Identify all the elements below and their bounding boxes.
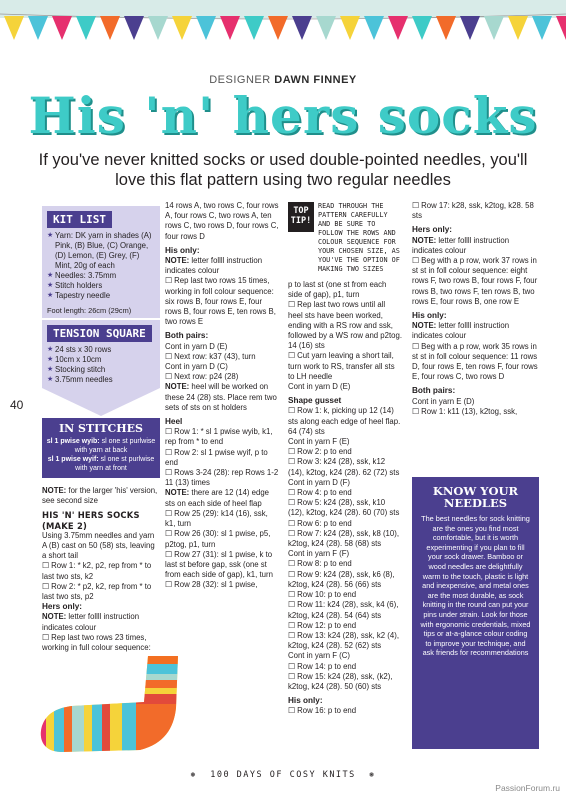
tension-item: ★ Stocking stitch [47,365,155,375]
bunting-flag [268,16,288,40]
bunting-flag [100,16,120,40]
top-tip-text: READ THROUGH THE PATTERN CAREFULLY AND BE SURE TO FOLLOW THE ROWS AND COLOUR SEQUENCE FOR YOUR CHOSEN SIZE, AS YOU'VE THE OPTION OF MAKING TWO SIZES [318,202,400,273]
abbr: sl 1 pwise wyif: [47,456,99,463]
kit-item: ★ Stitch holders [47,281,155,291]
bunting-flag [52,16,72,40]
kit-list-box [42,206,160,318]
bunting-flag [4,16,24,40]
bunting-flag [364,16,384,40]
snowflake-icon: ❅ [369,770,376,780]
bunting-flags [0,0,566,50]
snowflake-icon: ❅ [190,770,197,780]
section-heading: HIS 'N' HERS SOCKS (MAKE 2) [42,510,140,531]
bunting-flag [148,16,168,40]
watermark: PassionForum.ru [495,783,560,793]
know-your-needles-text: The best needles for sock knitting are the ones you find most comfortable, but it is worth experimenting if you plan to fill your sock drawer. Bamboo or wood needles are delightfully warm to the touch, plastic is light and inexpensive, and metal ones are the most durable, as sock knitting in the round can put your pins under strain. Look for those with ergonomic credentials, mixed tips or at-a-glance colour coding to improve your technique, and ask friends for recommendations [420,514,531,658]
section-heading: Shape gusset [288,396,342,406]
page-title: His 'n' hers socks [28,86,538,145]
column-4: ☐ Row 17: k28, ssk, k2tog, k28. 58 sts Hers only: NOTE: letter follll instruction indicates colour ☐ Beg with a p row, work 37 rows in st st in foll colour sequence: eight rows F, two rows B, four rows F, four rows B, two rows F, ten rows B, two rows E, four rows B, one row E His only: NOTE: letter follll instruction indicates colour ☐ Beg with a p row, work 35 rows in st st in foll colour sequence: 11 rows D, four rows E, ten rows F, four rows E, four rows C, two rows D Both pairs: Cont in yarn E (D) ☐ Row 1: k11 (13), k2tog, ssk, [412,201,538,416]
designer-credit: DESIGNER DAWN FINNEY [209,74,357,86]
subtitle: If you've never knitted socks or used double-pointed needles, you'll love this flat pattern using two regular needles [38,151,528,189]
column-1: NOTE: for the larger 'his' version, see second size HIS 'N' HERS SOCKS (MAKE 2) Using 3.75mm needles and yarn A (B) cast on 50 (58) sts, leaving a short tail ☐ Row 1: * k2, p2, rep from * to last two sts, k2 ☐ Row 2: * p2, k2, rep from * to last two sts, p2 Hers only: NOTE: letter follll instruction indicates colour ☐ Rep last two rows 23 times, working in full colour sequence: [42,486,158,653]
abbr-def: sl one st purlwise with yarn at front [75,456,155,472]
footer-title: 100 DAYS OF COSY KNITS [210,770,356,780]
know-your-needles-heading: KNOW YOUR NEEDLES [432,484,519,510]
bunting-flag [316,16,336,40]
bunting-flag [556,16,566,40]
bunting-flag [196,16,216,40]
bunting-flag [388,16,408,40]
page-number: 40 [10,398,24,412]
bunting-flag [412,16,432,40]
bunting-flag [124,16,144,40]
bunting-flag [436,16,456,40]
in-stitches-box [42,418,160,478]
kit-item: ★ Yarn: DK yarn in shades (A) Pink, (B) Blue, (C) Orange, (D) Lemon, (E) Grey, (F) Mint, 20g of each [47,231,155,271]
tension-item: ★ 3.75mm needles [47,375,155,385]
abbr: sl 1 pwise wyib: [46,438,100,445]
bunting-flag [340,16,360,40]
know-your-needles-box [412,477,539,749]
bunting-flag [292,16,312,40]
footer [0,770,566,780]
top-tip-badge: TOP TIP! [288,202,314,232]
kit-list-heading: KIT LIST [47,211,112,228]
sock-illustration [36,656,196,756]
tension-box [42,320,160,388]
bunting-flag [460,16,480,40]
bunting-flag [172,16,192,40]
column-3: p to last st (one st from each side of gap), p1, turn ☐ Rep last two rows until all heel sts have been worked, ending with a RS row and ssk, followed by a WS row and p2tog. 14 (16) sts ☐ Cut yarn leaving a short tail, turn work to RS, transfer all sts to LH needle Cont in yarn D (E) Shape gusset ☐ Row 1: k, picking up 12 (14) sts along each edge of heel flap. 64 (74) sts Cont in yarn F (E) ☐ Row 2: p to end ☐ Row 3: k24 (28), ssk, k12 (14), k2tog, k24 (28). 62 (72) sts Cont in yarn D (F) ☐ Row 4: p to end ☐ Row 5: k24 (28), ssk, k10 (12), k2tog, k24 (28). 60 (70) sts ☐ Row 6: p to end ☐ Row 7: k24 (28), ssk, k8 (10), k2tog, k24 (28). 58 (68) sts Cont in yarn F (F) ☐ Row 8: p to end ☐ Row 9: k24 (28), ssk, k6 (8), k2tog, k24 (28). 56 (66) sts ☐ Row 10: p to end ☐ Row 11: k24 (28), ssk, k4 (6), k2tog, k24 (28). 54 (64) sts ☐ Row 12: p to end ☐ Row 13: k24 (28), ssk, k2 (4), k2tog, k24 (28). 52 (62) sts Cont in yarn F (C) ☐ Row 14: p to end ☐ Row 15: k24 (28), ssk, (k2), k2tog, k24 (28). 50 (60) sts His only: ☐ Row 16: p to end [288,280,402,716]
tension-item: ★ 10cm x 10cm [47,355,155,365]
bunting-header [0,0,566,50]
foot-length: Foot length: 26cm (29cm) [47,306,132,315]
in-stitches-heading: IN STITCHES [59,422,143,435]
tension-heading: TENSION SQUARE [47,325,152,342]
kit-item: ★ Needles: 3.75mm [47,271,155,281]
bunting-flag [244,16,264,40]
section-heading: Heel [165,417,183,427]
bunting-flag [76,16,96,40]
bunting-flag [28,16,48,40]
kit-item: ★ Tapestry needle [47,291,155,301]
bunting-flag [532,16,552,40]
banner-arrow [42,388,160,418]
abbr-def: sl one st purlwise with yarn at back [74,438,156,454]
tension-item: ★ 24 sts x 30 rows [47,345,155,355]
column-2: 14 rows A, two rows C, four rows A, four rows C, two rows A, ten rows C, two rows D, four rows C, four rows D His only: NOTE: letter follll instruction indicates colour ☐ Rep last two rows 15 times, working in foll colour sequence: six rows B, four rows E, four rows B, four rows E, ten rows B, two rows E Both pairs: Cont in yarn D (E) ☐ Next row: k37 (43), turn Cont in yarn D (C) ☐ Next row: p24 (28) NOTE: heel will be worked on these 24 (28) sts. Place rem two sets of sts on st holders Heel ☐ Row 1: * sl 1 pwise wyib, k1, rep from * to end ☐ Row 2: sl 1 pwise wyif, p to end ☐ Rows 3-24 (28): rep Rows 1-2 11 (13) times NOTE: there are 12 (14) edge sts on each side of heel flap ☐ Row 25 (29): k14 (16), ssk, k1, turn ☐ Row 26 (30): sl 1 pwise, p5, p2tog, p1, turn ☐ Row 27 (31): sl 1 pwise, k to last st before gap, ssk (one st from each side of gap), k1, turn ☐ Row 28 (32): sl 1 pwise, [165,201,279,590]
bunting-flag [220,16,240,40]
bunting-flag [508,16,528,40]
bunting-flag [484,16,504,40]
